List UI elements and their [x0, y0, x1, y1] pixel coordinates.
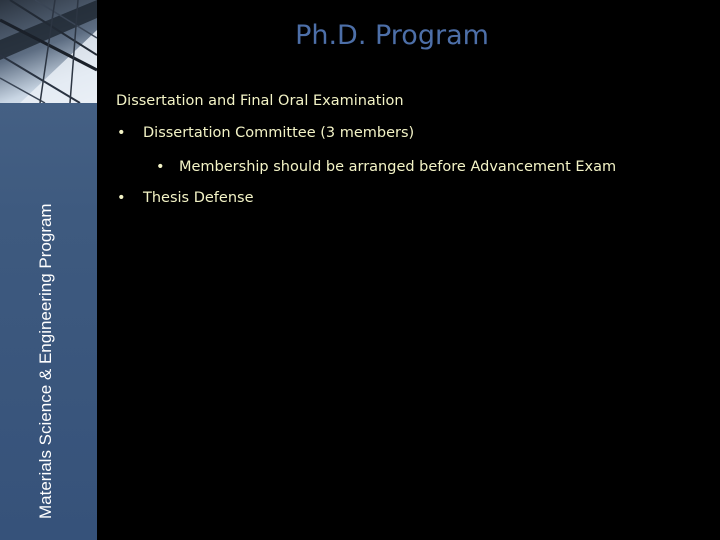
atrium-photo — [0, 0, 97, 103]
sub-bullet-item — [156, 159, 616, 175]
atrium-skylight-image — [0, 0, 97, 103]
sidebar-band — [0, 0, 97, 540]
slide-title: Ph.D. Program — [295, 20, 489, 51]
bullet-item — [117, 190, 254, 206]
bullet-text: Dissertation Committee (3 members) — [143, 125, 415, 141]
bullet-item — [117, 125, 414, 141]
bullet-dot: • — [117, 190, 126, 206]
bullet-dot: • — [156, 159, 165, 175]
bullet-text: Membership should be arranged before Advancement Exam — [179, 159, 617, 175]
section-heading: Dissertation and Final Oral Examination — [116, 93, 404, 109]
bullet-text: Thesis Defense — [143, 190, 254, 206]
bullet-dot: • — [117, 125, 126, 141]
program-name-vertical: Materials Science & Engineering Program — [36, 203, 55, 519]
